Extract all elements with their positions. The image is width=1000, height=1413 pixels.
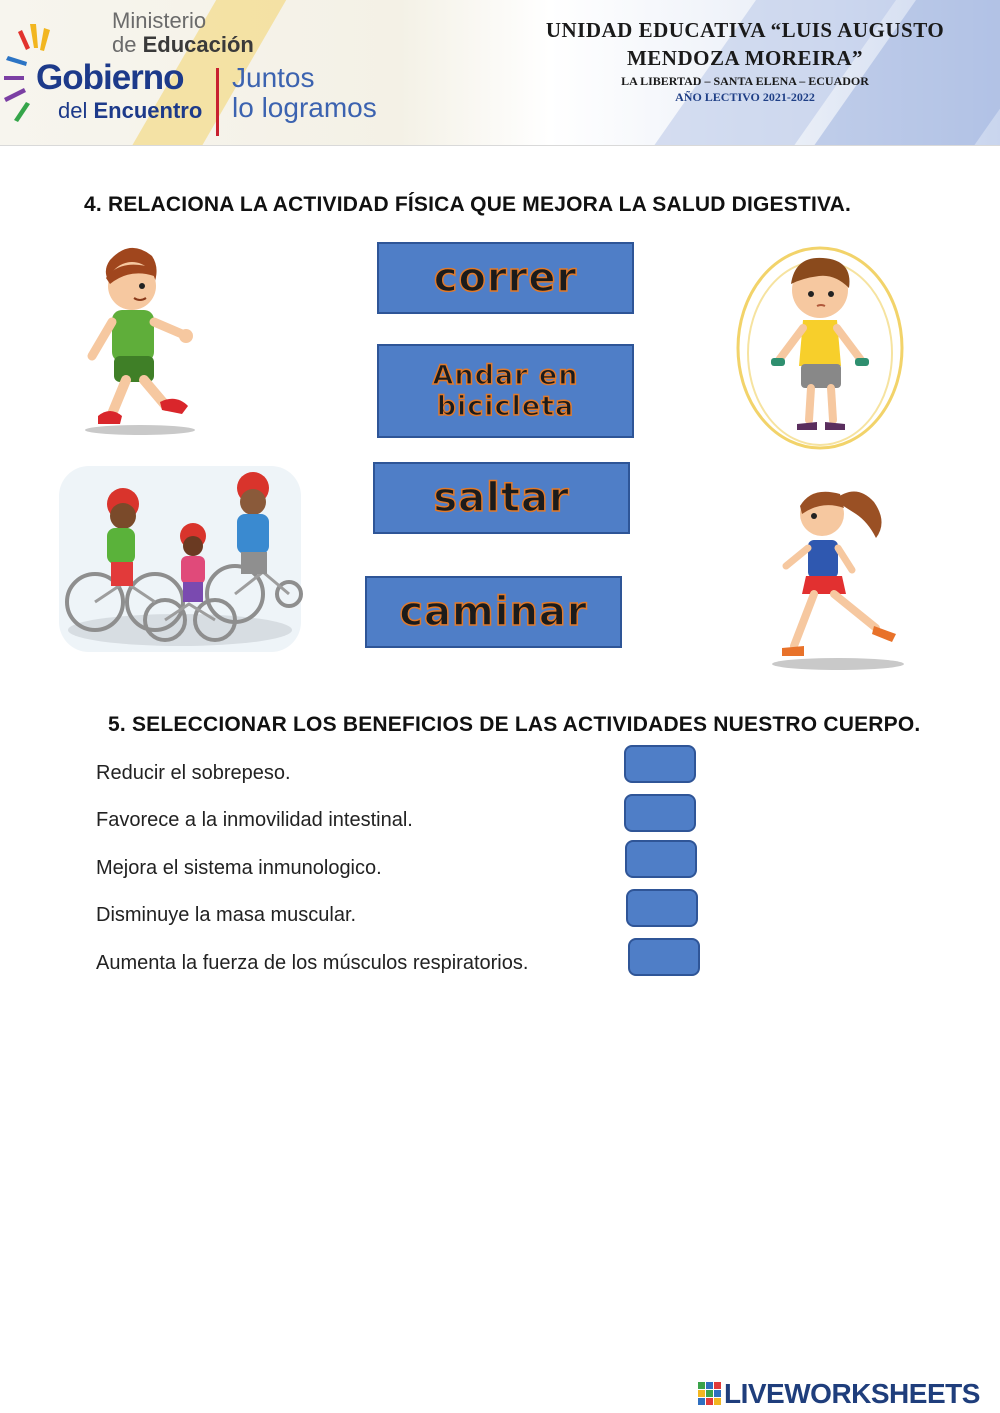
liveworksheets-grid-icon: [698, 1382, 722, 1406]
rope-jumping-kid-illustration: [725, 238, 915, 458]
benefit-text: Reducir el sobrepeso.: [96, 762, 291, 784]
kids-cycling-illustration: [55, 462, 305, 662]
section5-title: 5. SELECCIONAR LOS BENEFICIOS DE LAS ACTIVIDADES NUESTRO CUERPO.: [108, 713, 921, 736]
logo-de-text: de: [112, 32, 143, 57]
benefit-text: Disminuye la masa muscular.: [96, 904, 357, 926]
logo-gobierno-text: Gobierno: [36, 58, 184, 97]
benefit-checkbox[interactable]: [626, 889, 698, 927]
activity-label-saltar[interactable]: [373, 462, 630, 534]
activity-label-text: saltar: [433, 475, 570, 521]
benefit-checkbox[interactable]: [628, 938, 700, 976]
liveworksheets-brand-text: LIVEWORKSHEETS: [724, 1378, 980, 1409]
benefit-text: Favorece a la inmovilidad intestinal.: [96, 809, 413, 831]
benefit-checkbox[interactable]: [624, 794, 696, 832]
benefit-checkbox[interactable]: [625, 840, 697, 878]
logo-logramos-text: lo logramos: [232, 92, 377, 123]
walking-boy-illustration: [70, 238, 200, 438]
activity-label-text: Andar en bicicleta: [432, 359, 579, 422]
school-name-line1: UNIDAD EDUCATIVA “LUIS AUGUSTO: [545, 18, 945, 42]
section4-title: 4. RELACIONA LA ACTIVIDAD FÍSICA QUE MEJORA LA SALUD DIGESTIVA.: [84, 193, 852, 216]
logo-encuentro-bold: Encuentro: [93, 98, 203, 123]
running-girl-illustration: [760, 478, 910, 678]
logo-del-text: del: [58, 98, 94, 123]
logo-juntos-text: Juntos: [232, 62, 315, 93]
school-name-line2: MENDOZA MOREIRA”: [626, 46, 864, 70]
activity-label-bicicleta[interactable]: [377, 344, 634, 438]
activity-label-text: caminar: [399, 589, 588, 635]
logo-ministerio-text: Ministerio: [112, 8, 207, 33]
benefit-text: Aumenta la fuerza de los músculos respiratorios.: [96, 952, 529, 974]
school-year: AÑO LECTIVO 2021-2022: [675, 90, 815, 104]
page-header: [0, 0, 1000, 146]
benefit-checkbox[interactable]: [624, 745, 696, 783]
liveworksheets-logo: [698, 1378, 994, 1408]
activity-label-caminar[interactable]: [365, 576, 622, 648]
logo-encuentro-text: [58, 98, 202, 124]
logo-divider: [216, 68, 219, 136]
logo-educacion-bold: Educación: [142, 32, 254, 57]
logo-educacion-text: [112, 32, 254, 58]
activity-label-text: correr: [433, 255, 578, 301]
school-location: LA LIBERTAD – SANTA ELENA – ECUADOR: [621, 74, 869, 88]
activity-label-correr[interactable]: [377, 242, 634, 314]
benefit-text: Mejora el sistema inmunologico.: [96, 857, 382, 879]
